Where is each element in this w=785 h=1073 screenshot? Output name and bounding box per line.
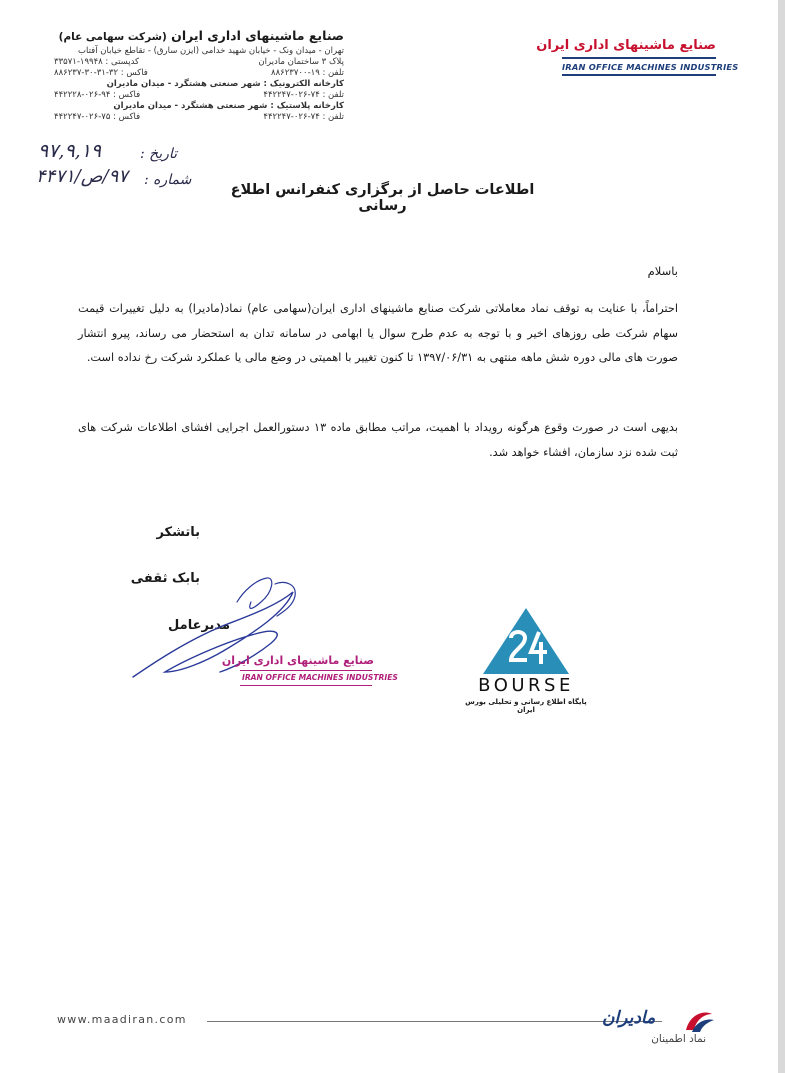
footer-tagline: نماد اطمینان <box>651 1033 706 1045</box>
electronics-fax: فاکس : ۹۴-۰۲۶-۴۴۲۲۲۸ <box>54 90 141 100</box>
footer-brand: مادیران <box>602 1008 656 1028</box>
electronics-contact-row <box>54 90 344 101</box>
paragraph-2: بدیهی است در صورت وقوع هرگونه رویداد با اهمیت، مراتب مطابق ماده ۱۳ دستورالعمل اجرایی افشای اطلاعات شرکت های ثبت شده نزد سازمان، افشاء خواهد شد. <box>78 421 678 459</box>
postal-code: کدپستی : ۱۹۹۴۸-۳۳۵۷۱ <box>54 57 140 67</box>
stamp-fa-text: صنایع ماشینهای اداری ایران <box>221 654 374 667</box>
address-block <box>54 46 344 123</box>
maadiran-logo-icon <box>682 1008 716 1034</box>
bourse-caption: پایگاه اطلاع رسانی و تحلیلی بورس ایران <box>465 698 587 714</box>
stamp-en-text: IRAN OFFICE MACHINES INDUSTRIES <box>242 673 398 682</box>
stamp-line-top <box>240 670 372 671</box>
scan-edge <box>778 0 785 1073</box>
electronics-plant: کارخانه الکترونیک : شهر صنعتی هشتگرد - میدان مادیران <box>106 79 344 89</box>
bourse-logo-icon <box>481 606 571 676</box>
office-building-row <box>54 57 344 68</box>
office-fax: فاکس : ۳۲-۳۱-۳۰-۸۸۶۲۳۷ <box>54 68 148 78</box>
logo-bar-top <box>562 57 716 59</box>
company-title <box>54 28 344 43</box>
plastic-contact-row <box>54 112 344 123</box>
company-logo <box>536 38 739 80</box>
letter-subject: اطلاعات حاصل از برگزاری کنفرانس اطلاع رسانی <box>230 182 535 214</box>
office-phone: تلفن : ۱۹-۸۸۶۲۳۷۰۰ <box>271 68 344 78</box>
electronics-phone: تلفن : ۷۴-۰۲۶-۴۴۲۲۴۷ <box>263 90 344 100</box>
greeting: باسلام <box>647 264 678 278</box>
closing: باتشکر <box>156 525 200 540</box>
office-contact-row <box>54 68 344 79</box>
logo-en-text: IRAN OFFICE MACHINES INDUSTRIES <box>562 62 739 72</box>
signer-title: مدیرعامل <box>168 618 230 633</box>
number-label: شماره : <box>144 172 192 188</box>
signer-name: بابک ثقفی <box>130 571 200 586</box>
number-value: ۹۷/ص/۴۴۷۱ <box>36 166 128 187</box>
plastic-plant: کارخانه پلاستیک : شهر صنعتی هشتگرد - میدان مادیران <box>113 101 344 111</box>
bourse-logo-text: BOURSE <box>478 675 574 696</box>
footer-divider <box>207 1021 662 1022</box>
logo-fa-text: صنایع ماشینهای اداری ایران <box>536 38 716 53</box>
stamp-line-bottom <box>240 685 372 686</box>
logo-bar-bottom <box>562 74 716 76</box>
office-building: پلاک ۳ ساختمان مادیران <box>258 57 344 67</box>
date-value: ۹۷,۹,۱۹ <box>38 140 102 162</box>
plastic-phone: تلفن : ۷۴-۰۲۶-۴۴۲۲۴۷ <box>263 112 344 122</box>
website-link[interactable]: www.maadiran.com <box>57 1013 187 1026</box>
company-name: صنایع ماشینهای اداری ایران <box>171 28 344 43</box>
plastic-fax: فاکس : ۷۵-۰۲۶-۴۴۲۲۴۷ <box>54 112 141 122</box>
company-type: (شرکت سهامی عام) <box>58 31 167 43</box>
office-address: تهران - میدان ونک - خیابان شهید خدامی (ایزن سارق) - تقاطع خیابان آفتاب <box>78 46 344 56</box>
date-label: تاریخ : <box>140 146 178 162</box>
paragraph-1: احتراماً، با عنایت به توقف نماد معاملاتی شرکت صنایع ماشینهای اداری ایران(سهامی عام) نماد(مادیرا) به دلیل تغییرات قیمت سهام شرکت طی روزهای اخیر و با توجه به عدم طرح سوال یا ابهامی در سامانه تدان به استحضار می رساند، پیرو انتشار صورت های مالی دوره شش ماهه منتهی به ۱۳۹۷/۰۶/۳۱ تا کنون تغییر با اهمیتی در وضع مالی یا عملکرد شرکت رخ نداده است. <box>78 302 678 364</box>
